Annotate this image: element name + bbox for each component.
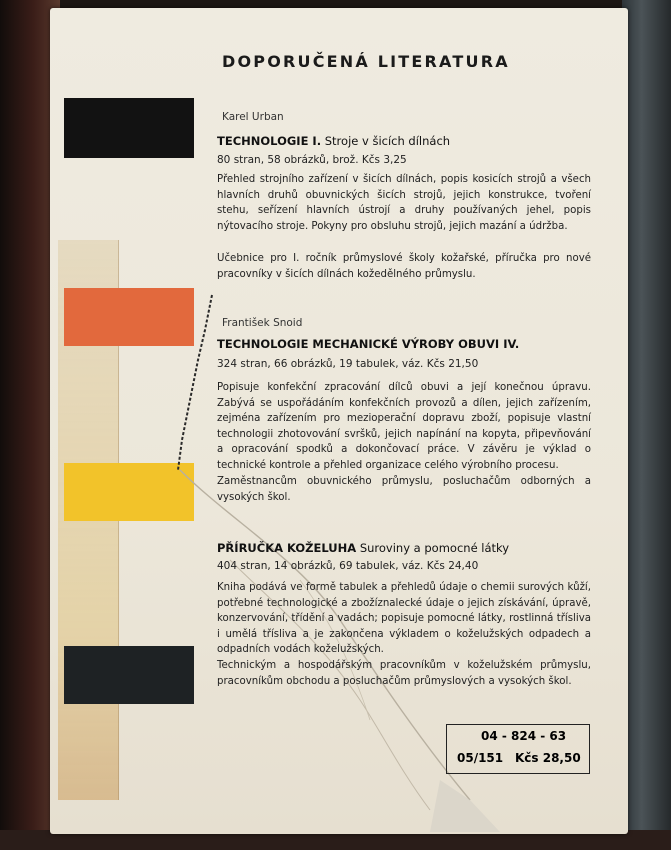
book-audience: Technickým a hospodářským pracovníkům v koželužském průmyslu, pracovníkům obchodu a posluchačům průmyslových a vysokých škol. [217, 660, 591, 687]
page-heading: DOPORUČENÁ LITERATURA [222, 52, 510, 71]
book-title [217, 134, 450, 148]
price-box [446, 724, 590, 774]
book-audience: Učebnice pro I. ročník průmyslové školy kožařské, příručka pro nové pracovníky v šicích dílnách kožedělného průmyslu. [217, 253, 591, 280]
book-title-subtitle: Suroviny a pomocné látky [356, 541, 510, 555]
book-title-subtitle: Stroje v šicích dílnách [321, 134, 451, 148]
book-title-bold: PŘÍRUČKA KOŽELUHA [217, 541, 357, 555]
color-block-dark [64, 646, 194, 704]
book-meta: 80 stran, 58 obrázků, brož. Kčs 3,25 [217, 154, 407, 166]
book-spine [622, 0, 671, 850]
book-title-bold: TECHNOLOGIE I. [217, 134, 322, 148]
color-block-yellow [64, 463, 194, 521]
publisher-code: 05/151 [457, 751, 504, 765]
book-author: František Snoid [222, 317, 303, 329]
book-description: Přehled strojního zařízení v šicích dílnách, popis kosicích strojů a všech hlavních druhů obuvnických šicích strojů, jejich konstrukce, tvoření stehu, seřízení hlavních ústrojí a druhy používaných jehel, popis nýtovacího stroje. Pokyny pro obsluhu strojů, jejich mazání a údržba. [217, 174, 591, 232]
book-author: Karel Urban [222, 111, 284, 123]
book-meta: 324 stran, 66 obrázků, 19 tabulek, váz. Kčs 21,50 [217, 358, 479, 370]
book-price: Kčs 28,50 [515, 751, 581, 765]
book-description: Popisuje konfekční zpracování dílců obuvi a její konečnou úpravu. Zabývá se uspořádáním konfekčních provozů a dílen, jejich zařízením, zejména zařízením pro mezioperační dopravu zboží, popisuje vlastní technologii zhotovování svršků, jejich napínání na kopyta, připevňování a opracování spodků a dokončovací práce. V závěru je výklad o technické kontrole a přehled organizace celého výrobního procesu. [217, 382, 591, 471]
book-meta: 404 stran, 14 obrázků, 69 tabulek, váz. Kčs 24,40 [217, 560, 479, 572]
color-block-orange [64, 288, 194, 346]
book-title-bold: TECHNOLOGIE MECHANICKÉ VÝROBY OBUVI IV. [217, 337, 520, 351]
catalog-number: 04 - 824 - 63 [481, 729, 567, 743]
color-block-black [64, 98, 194, 158]
book-title [217, 541, 509, 555]
book-title [217, 337, 519, 351]
book-description: Kniha podává ve formě tabulek a přehledů údaje o chemii surových kůží, potřebné technologické a zbožíznalecké údaje o jejich získávání, úpravě, konzervování, třídění a vadách; popisuje pomocné látky, rostlinná třísliva i umělá třísliva a je zakončena výkladem o koželužských odpadech a odpadních vodách koželužských. [217, 582, 591, 656]
book-audience: Zaměstnancům obuvnického průmyslu, posluchačům odborných a vysokých škol. [217, 476, 591, 503]
